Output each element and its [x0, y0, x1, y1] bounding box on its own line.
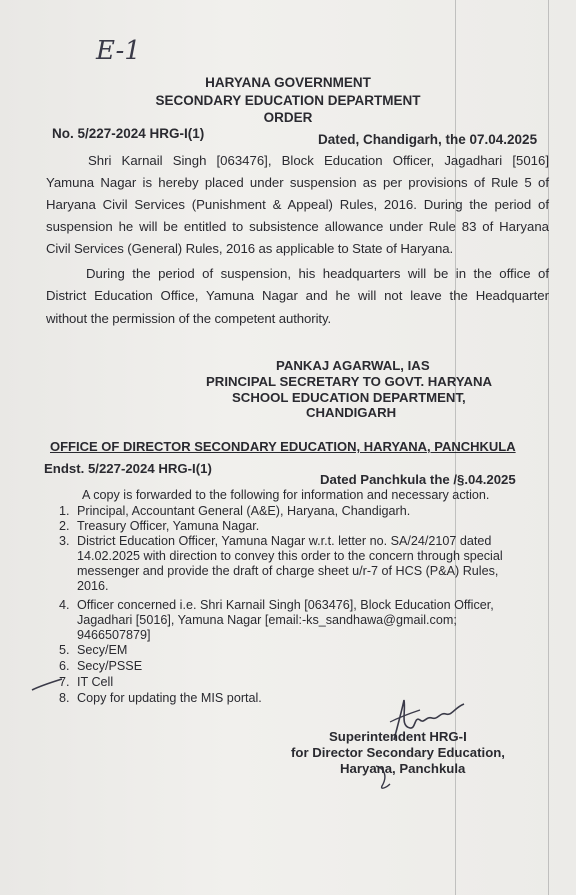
list-item: District Education Officer, Yamuna Nagar w.r.t. letter no. SA/24/2107 dated [77, 534, 492, 548]
list-item-number: 4. [59, 598, 70, 612]
list-item-number: 6. [59, 659, 70, 673]
list-item-number: 3. [59, 534, 70, 548]
header-order: ORDER [263, 110, 313, 125]
endorsement-number: Endst. 5/227-2024 HRG-I(1) [44, 461, 212, 476]
list-item: Secy/EM [77, 643, 128, 657]
list-item: 2016. [77, 579, 109, 593]
header-line1: HARYANA GOVERNMENT [205, 75, 371, 90]
list-item-number: 2. [59, 519, 70, 533]
footer-sign-line1: Superintendent HRG-I [329, 729, 467, 744]
para1-line: suspension he will be entitled to subsistence allowance under Rule 83 of Haryana [46, 219, 549, 234]
list-item-number: 8. [59, 691, 70, 705]
copy-intro: A copy is forwarded to the following for information and necessary action. [82, 488, 490, 502]
endorsement-date: Dated Panchkula the /§.04.2025 [320, 472, 516, 487]
list-item: Treasury Officer, Yamuna Nagar. [77, 519, 260, 533]
para1-line: Shri Karnail Singh [063476], Block Education Officer, Jagadhari [5016] [88, 153, 549, 168]
list-item: Copy for updating the MIS portal. [77, 691, 262, 705]
list-item: Jagadhari [5016], Yamuna Nagar [email:-ks_sandhawa@gmail.com; [77, 613, 457, 627]
list-item: messenger and provide the draft of charge sheet u/r-7 of HCS (P&A) Rules, [77, 564, 499, 578]
signatory-dept: SCHOOL EDUCATION DEPARTMENT, [232, 390, 466, 405]
signatory-name: PANKAJ AGARWAL, IAS [276, 358, 430, 373]
order-date: Dated, Chandigarh, the 07.04.2025 [318, 132, 538, 147]
list-item-number: 1. [59, 504, 70, 518]
pen-tick-mark [30, 676, 64, 696]
para1-line: Haryana Civil Services (Punishment & Appeal) Rules, 2016. During the period of [46, 197, 549, 212]
para1-line: Yamuna Nagar is hereby placed under suspension as per provisions of Rule 5 of [46, 175, 549, 190]
list-item-number: 7. [59, 675, 70, 689]
list-item: Secy/PSSE [77, 659, 143, 673]
list-item: 9466507879] [77, 628, 151, 642]
footer-sign-line2: for Director Secondary Education, [291, 745, 505, 760]
signatory-place: CHANDIGARH [306, 405, 397, 420]
handwritten-corner-note: E-1 [96, 36, 141, 66]
list-item: Officer concerned i.e. Shri Karnail Singh [063476], Block Education Officer, [77, 598, 494, 612]
footer-sign-line3: Haryana, Panchkula [340, 761, 466, 776]
para1-line: Civil Services (General) Rules, 2016 as applicable to State of Haryana. [46, 241, 454, 256]
list-item: IT Cell [77, 675, 114, 689]
para2-line: During the period of suspension, his headquarters will be in the office of [86, 266, 549, 281]
list-item-number: 5. [59, 643, 70, 657]
header-line2: SECONDARY EDUCATION DEPARTMENT [155, 93, 421, 108]
para2-line: without the permission of the competent authority. [46, 311, 332, 326]
signatory-title: PRINCIPAL SECRETARY TO GOVT. HARYANA [206, 374, 493, 389]
office-heading: OFFICE OF DIRECTOR SECONDARY EDUCATION, HARYANA, PANCHKULA [50, 439, 516, 454]
list-item: Principal, Accountant General (A&E), Haryana, Chandigarh. [77, 504, 411, 518]
order-number: No. 5/227-2024 HRG-I(1) [52, 126, 205, 141]
fold-line [548, 0, 549, 895]
list-item: 14.02.2025 with direction to convey this order to the concern through special [77, 549, 503, 563]
para2-line: District Education Office, Yamuna Nagar and he will not leave the Headquarter [46, 288, 549, 303]
